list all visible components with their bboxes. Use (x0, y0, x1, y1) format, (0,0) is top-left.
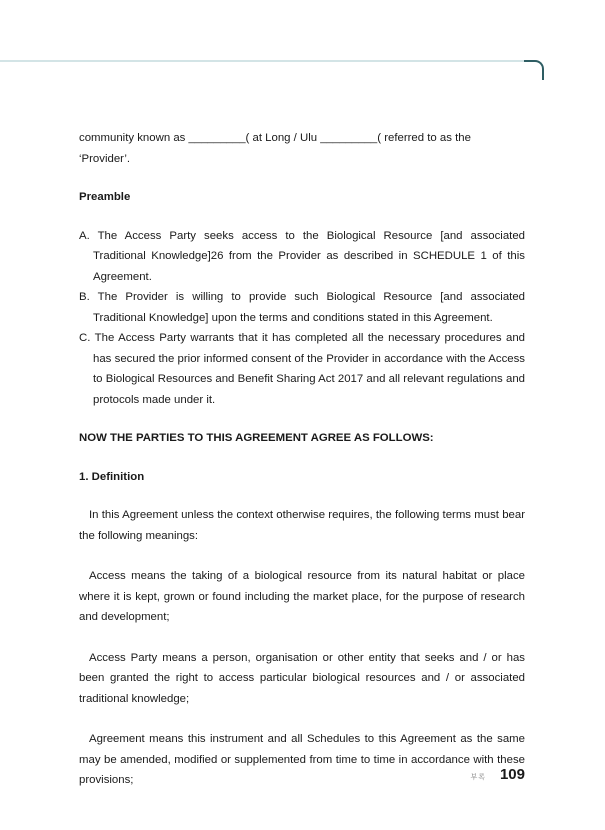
preamble-item-a: A. The Access Party seeks access to the Biological Resource [and associated Traditional Knowledge]26 from the Provider as described in SCHEDULE 1 of this Agreement. (79, 229, 525, 283)
header-rule (0, 60, 535, 62)
footer-section-label: 부록 (470, 774, 486, 781)
agreement-definition-paragraph: Agreement means this instrument and all Schedules to this Agreement as the same may be amended, modified or supplemented from time to time in accordance with these provisions; (79, 733, 525, 786)
preamble-list (79, 226, 525, 411)
preamble-item-c: C. The Access Party warrants that it has completed all the necessary procedures and has secured the prior informed consent of the Provider in accordance with the Access to Biological Resources and Benefit Sharing Act 2017 and all relevant regulations and protocols made under it. (79, 332, 525, 406)
preamble-item-b: B. The Provider is willing to provide such Biological Resource [and associated Traditional Knowledge] upon the terms and conditions stated in this Agreement. (79, 291, 525, 324)
preamble-heading: Preamble (79, 191, 131, 203)
header-corner-ornament (524, 60, 544, 80)
document-body (79, 128, 525, 791)
access-definition-paragraph: Access means the taking of a biological resource from its natural habitat or place where it is kept, grown or found including the market place, for the purpose of research and development; (79, 570, 525, 623)
agreement-heading: NOW THE PARTIES TO THIS AGREEMENT AGREE AS FOLLOWS: (79, 432, 434, 444)
intro-line: community known as _________( at Long / Ulu _________( referred to as the ‘Provider’. (79, 132, 471, 165)
access-party-definition-paragraph: Access Party means a person, organisation or other entity that seeks and / or has been granted the right to access particular biological resources and / or associated traditional knowledge; (79, 651, 525, 705)
page-number: 109 (499, 766, 525, 783)
definition-intro-paragraph: In this Agreement unless the context otherwise requires, the following terms must bear the following meanings: (79, 509, 525, 542)
page-footer (470, 766, 525, 783)
definition-heading: 1. Definition (79, 470, 145, 483)
